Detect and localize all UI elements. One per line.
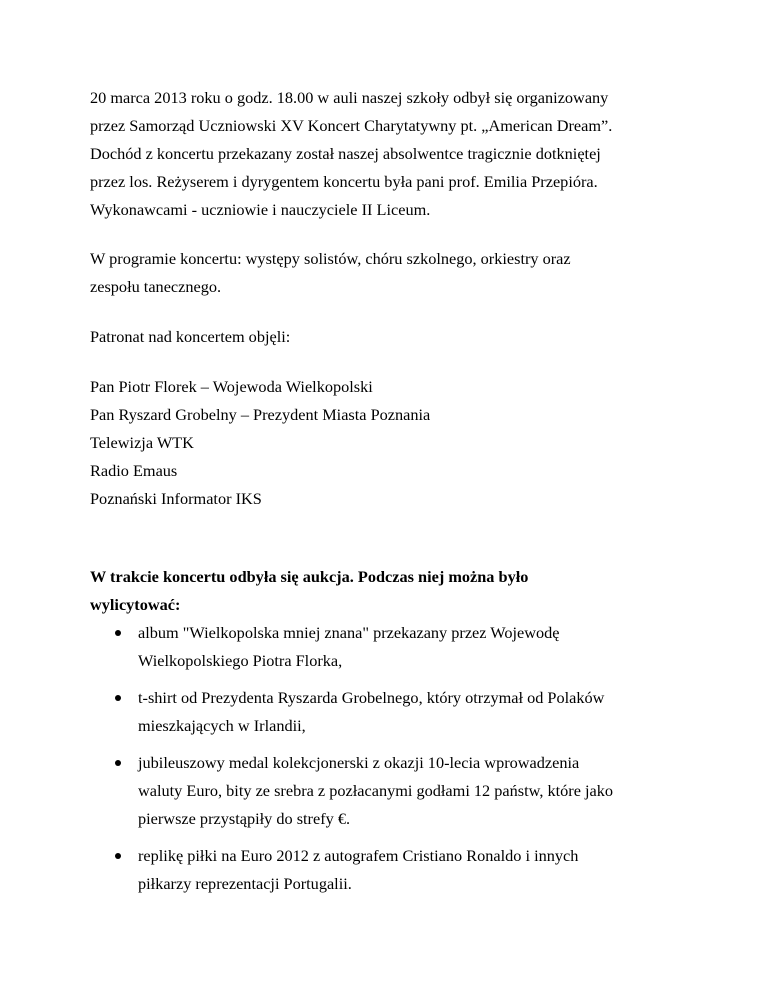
patron-item: Pan Ryszard Grobelny – Prezydent Miasta Poznania — [90, 405, 431, 424]
patron-item: Telewizja WTK — [90, 433, 194, 452]
text-line: Dochód z koncertu przekazany został naszej absolwentce tragicznie dotkniętej — [90, 144, 601, 163]
program-paragraph — [90, 245, 680, 301]
auction-heading — [90, 563, 680, 619]
list-item — [90, 749, 680, 833]
text-line: przez Samorząd Uczniowski XV Koncert Charytatywny pt. „American Dream”. — [90, 116, 613, 135]
text-line: wylicytować: — [90, 595, 181, 614]
document-page — [90, 84, 680, 907]
bullet-icon — [115, 760, 121, 766]
text-line: piłkarzy reprezentacji Portugalii. — [138, 874, 352, 893]
text-line: Patronat nad koncertem objęli: — [90, 327, 291, 346]
paragraph-spacer — [90, 513, 680, 563]
text-line: pierwsze przystąpiły do strefy €. — [138, 809, 351, 828]
list-item — [90, 684, 680, 740]
text-line: jubileuszowy medal kolekcjonerski z okazji 10-lecia wprowadzenia — [138, 753, 580, 772]
bullet-icon — [115, 695, 121, 701]
text-line: mieszkających w Irlandii, — [138, 716, 306, 735]
text-line: 20 marca 2013 roku o godz. 18.00 w auli naszej szkoły odbył się organizowany — [90, 88, 609, 107]
list-item — [90, 619, 680, 675]
text-line: Wielkopolskiego Piotra Florka, — [138, 651, 343, 670]
text-line: W programie koncertu: występy solistów, chóru szkolnego, orkiestry oraz — [90, 249, 571, 268]
patron-item: Pan Piotr Florek – Wojewoda Wielkopolski — [90, 377, 373, 396]
paragraph-spacer — [90, 224, 680, 245]
bullet-icon — [115, 630, 121, 636]
text-line: W trakcie koncertu odbyła się aukcja. Podczas niej można było — [90, 567, 529, 586]
patronage-heading — [90, 323, 680, 351]
bullet-icon — [115, 853, 121, 859]
text-line: przez los. Reżyserem i dyrygentem koncertu była pani prof. Emilia Przepióra. — [90, 172, 598, 191]
patrons-list — [90, 373, 680, 513]
paragraph-spacer — [90, 301, 680, 323]
text-line: t-shirt od Prezydenta Ryszarda Grobelnego, który otrzymał od Polaków — [138, 688, 605, 707]
text-line: Wykonawcami - uczniowie i nauczyciele II Liceum. — [90, 200, 431, 219]
text-line: zespołu tanecznego. — [90, 277, 222, 296]
paragraph-spacer — [90, 351, 680, 373]
text-line: waluty Euro, bity ze srebra z pozłacanymi godłami 12 państw, które jako — [138, 781, 614, 800]
auction-items-list — [90, 619, 680, 898]
text-line: album "Wielkopolska mniej znana" przekazany przez Wojewodę — [138, 623, 560, 642]
list-item — [90, 842, 680, 898]
patron-item: Radio Emaus — [90, 461, 178, 480]
intro-paragraph — [90, 84, 680, 224]
patron-item: Poznański Informator IKS — [90, 489, 262, 508]
text-line: replikę piłki na Euro 2012 z autografem Cristiano Ronaldo i innych — [138, 846, 579, 865]
